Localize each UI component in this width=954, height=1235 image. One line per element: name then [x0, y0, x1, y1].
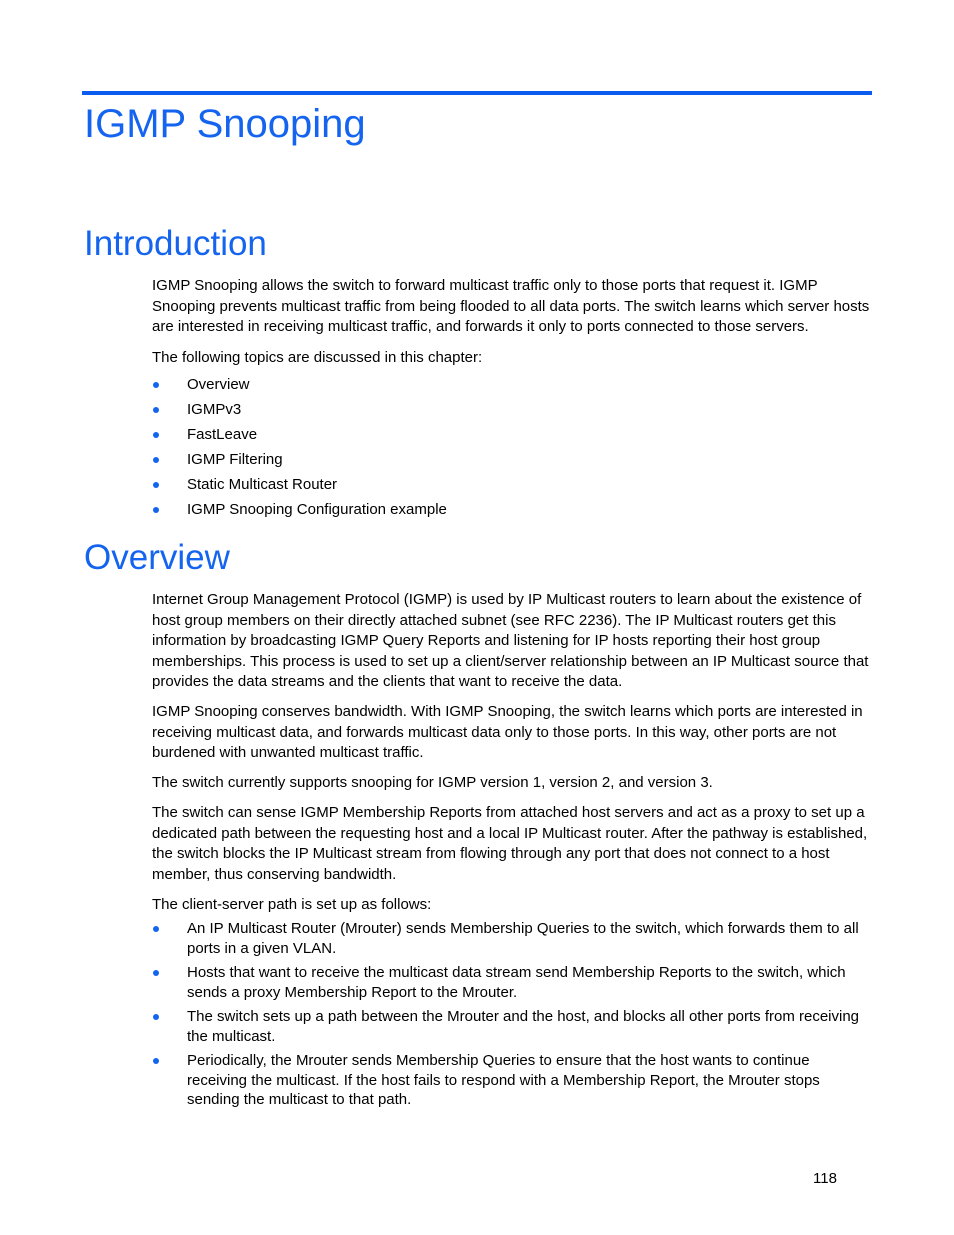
- section-heading-overview: Overview: [84, 538, 230, 577]
- overview-paragraph-path-lead: The client-server path is set up as follows:: [152, 895, 432, 913]
- topic-link-fastleave[interactable]: FastLeave: [187, 426, 258, 443]
- overview-paragraph-versions: The switch currently supports snooping for IGMP version 1, version 2, and version 3.: [152, 774, 713, 791]
- section-heading-introduction: Introduction: [84, 224, 267, 263]
- list-item: [152, 372, 872, 397]
- overview-paragraph-bandwidth: IGMP Snooping conserves bandwidth. With IGMP Snooping, the switch learns which ports are interested in receiving multicast data, and forwards multicast data only to those ports. In this way, other ports are not burdened with unwanted multicast traffic.: [152, 703, 863, 761]
- bullet-icon: [153, 482, 159, 488]
- overview-paragraph-igmp-definition: Internet Group Management Protocol (IGMP) is used by IP Multicast routers to learn about the existence of host group members on their directly attached subnet (see RFC 2236). The IP Multicast routers get this information by broadcasting IGMP Query Reports and listening for IP hosts reporting their host group memberships. This process is used to set up a client/server relationship between an IP Multicast source that provides the data streams and the clients that want to receive the data.: [152, 591, 869, 690]
- bullet-icon: [153, 926, 159, 932]
- list-item: [152, 497, 872, 522]
- overview-body: [152, 590, 872, 1110]
- overview-paragraph-proxy: The switch can sense IGMP Membership Reports from attached host servers and act as a proxy to set up a dedicated path between the requesting host and a local IP Multicast router. After the pathway is established, the switch blocks the IP Multicast stream from flowing through any port that does not connect to a host member, thus conserving bandwidth.: [152, 804, 868, 883]
- step-text: The switch sets up a path between the Mrouter and the host, and blocks all other ports from receiving the multicast.: [187, 1008, 860, 1045]
- list-item: [152, 919, 872, 958]
- topic-link-overview[interactable]: Overview: [187, 376, 250, 393]
- list-item: [152, 422, 872, 447]
- bullet-icon: [153, 1058, 159, 1064]
- topic-link-igmp-filtering[interactable]: IGMP Filtering: [187, 451, 283, 468]
- bullet-icon: [153, 407, 159, 413]
- list-item: [152, 963, 872, 1002]
- bullet-icon: [153, 382, 159, 388]
- list-item: [152, 397, 872, 422]
- bullet-icon: [153, 457, 159, 463]
- bullet-icon: [153, 970, 159, 976]
- topic-link-static-multicast-router[interactable]: Static Multicast Router: [187, 476, 338, 493]
- introduction-body: [152, 276, 872, 522]
- client-server-steps-list: [152, 919, 872, 1110]
- page-number: 118: [813, 1170, 837, 1187]
- list-item: [152, 1007, 872, 1046]
- topic-link-configuration-example[interactable]: IGMP Snooping Configuration example: [187, 501, 447, 518]
- introduction-paragraph: IGMP Snooping allows the switch to forward multicast traffic only to those ports that request it. IGMP Snooping prevents multicast traffic from being flooded to all data ports. The switch learns which server hosts are interested in receiving multicast traffic, and forwards it only to ports connected to those servers.: [152, 277, 870, 335]
- list-item: [152, 447, 872, 472]
- bullet-icon: [153, 432, 159, 438]
- topics-list: [152, 372, 872, 522]
- chapter-title: IGMP Snooping: [84, 102, 366, 146]
- step-text: Hosts that want to receive the multicast data stream send Membership Reports to the switch, which sends a proxy Membership Report to the Mrouter.: [187, 964, 846, 1001]
- introduction-topics-lead: The following topics are discussed in this chapter:: [152, 348, 483, 366]
- chapter-top-rule: [82, 91, 872, 95]
- step-text: Periodically, the Mrouter sends Membership Queries to ensure that the host wants to continue receiving the multicast. If the host fails to respond with a Membership Report, the Mrouter stops sending the multicast to that path.: [187, 1052, 820, 1108]
- bullet-icon: [153, 1014, 159, 1020]
- bullet-icon: [153, 507, 159, 513]
- step-text: An IP Multicast Router (Mrouter) sends Membership Queries to the switch, which forwards them to all ports in a given VLAN.: [187, 920, 859, 957]
- list-item: [152, 472, 872, 497]
- list-item: [152, 1051, 872, 1110]
- topic-link-igmpv3[interactable]: IGMPv3: [187, 401, 242, 418]
